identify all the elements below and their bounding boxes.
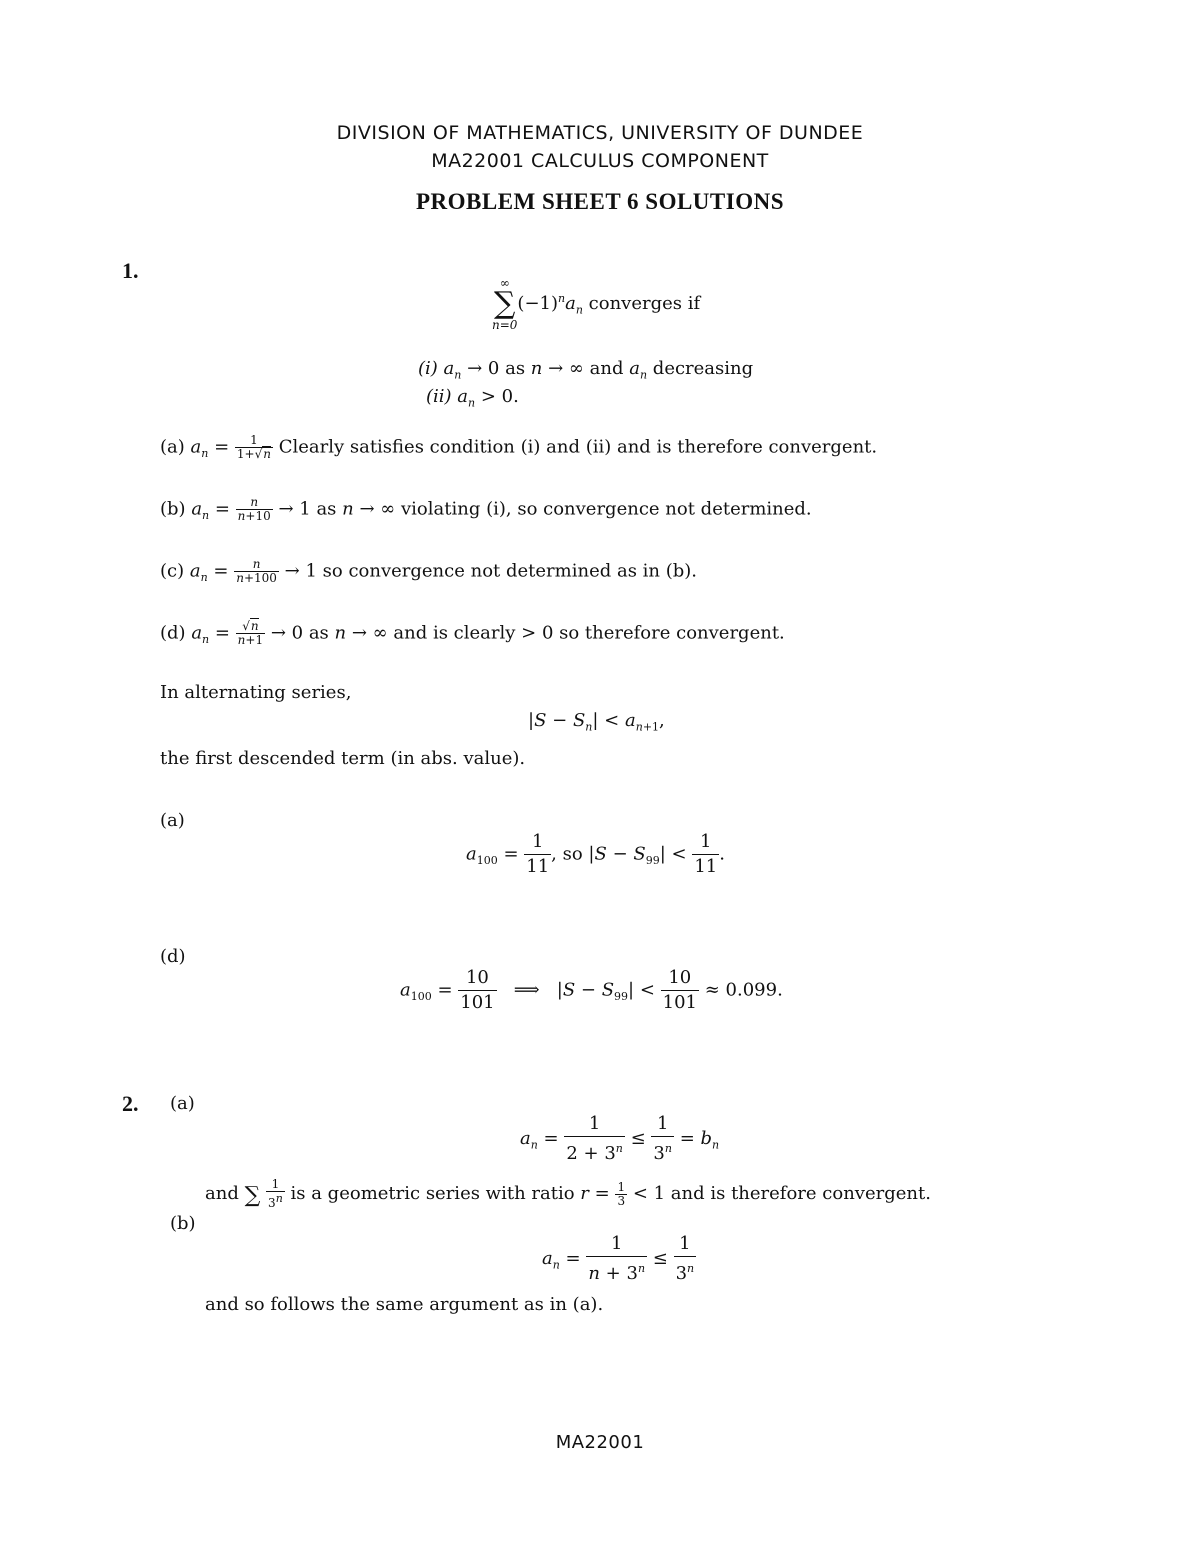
part-2a-bound: $a_n$ = $\frac{1}{2 + 3^n}$ ≤ $\frac{1}{3^n}$ = $b_n$ bbox=[520, 1113, 720, 1164]
sigma-symbol: ∞ ∑ n=0 bbox=[492, 276, 518, 332]
part-2a-text: and ∑ $\frac{1}{3^n}$ is a geometric series with ratio r = $\frac{1}{3}$ < 1 and is therefore convergent. bbox=[205, 1177, 931, 1210]
part-1a: (a) $a_n$ = $\frac{1}{1+√n}$ Clearly satisfies condition (i) and (ii) and is therefore convergent. bbox=[160, 433, 878, 461]
alternating-after: the first descended term (in abs. value). bbox=[160, 748, 526, 769]
condition-ii: (ii) $a_n > 0$. bbox=[426, 386, 519, 410]
part-2b-label: (b) bbox=[170, 1213, 196, 1234]
series-definition: ∞ ∑ $n=0(-1)^na_n$ converges if bbox=[492, 276, 701, 332]
page-title: PROBLEM SHEET 6 SOLUTIONS bbox=[415, 189, 785, 214]
header-line-2: MA22001 CALCULUS COMPONENT bbox=[431, 150, 769, 172]
question-1-number: 1. bbox=[122, 258, 139, 283]
part-1b: (b) $a_n$ = $\frac{n}{n+10}$ → 1 as n → ∞ violating (i), so convergence not determined. bbox=[160, 495, 812, 523]
question-2-number: 2. bbox=[122, 1091, 139, 1116]
part-1d: (d) $a_n$ = $\frac{√n}{n+1}$ → 0 as n → ∞ and is clearly > 0 so therefore convergent. bbox=[160, 619, 785, 647]
part-d-bound: $a_{100}$ = $\frac{10}{101}$ ⟹ $|S - S_{99}|$ < $\frac{10}{101}$ ≈ 0.099. bbox=[400, 967, 783, 1013]
alternating-bound: $|S - S_n| < a_{n+1}$, bbox=[528, 710, 665, 734]
condition-i: (i) $a_n \to 0$ as n → ∞ and $a_n$ decreasing bbox=[418, 358, 754, 382]
part-a-bound: $a_{100}$ = $\frac{1}{11}$ , so $|S - S_{99}|$ < $\frac{1}{11}$ . bbox=[466, 831, 725, 877]
header-line-1: DIVISION OF MATHEMATICS, UNIVERSITY OF DUNDEE bbox=[336, 122, 864, 144]
part-d-label: (d) bbox=[160, 946, 186, 967]
part-2a-label: (a) bbox=[170, 1093, 195, 1114]
part-2b-bound: $a_n$ = $\frac{1}{n + 3^n}$ ≤ $\frac{1}{3^n}$ bbox=[542, 1233, 695, 1284]
part-2b-text: and so follows the same argument as in (a). bbox=[205, 1294, 604, 1315]
alternating-intro: In alternating series, bbox=[160, 682, 352, 703]
part-a-label: (a) bbox=[160, 810, 185, 831]
page-footer: MA22001 bbox=[555, 1432, 645, 1453]
part-1c: (c) $a_n$ = $\frac{n}{n+100}$ → 1 so convergence not determined as in (b). bbox=[160, 557, 698, 585]
